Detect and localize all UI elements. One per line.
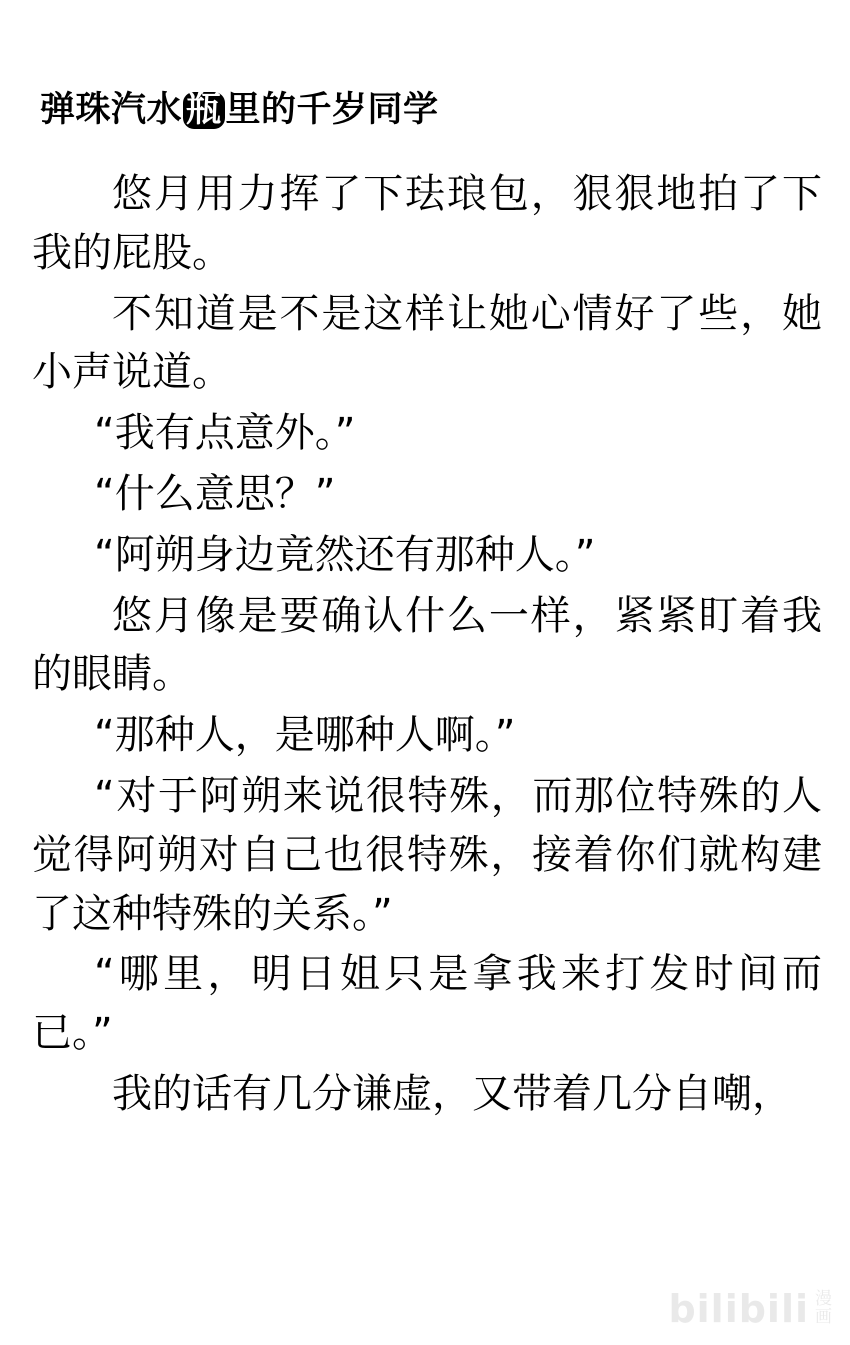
title-highlight: 瓶 (183, 92, 225, 129)
bilibili-logo: bilibili (668, 1287, 809, 1331)
watermark-cn-line1: 漫 (815, 1289, 832, 1310)
paragraph: 悠月像是要确认什么一样，紧紧盯着我的眼睛。 (32, 592, 822, 698)
paragraph: “对于阿朔来说很特殊，而那位特殊的人觉得阿朔对自己也很特殊，接着你们就构建了这种特殊的关系。” (32, 772, 822, 937)
paragraph: 我的话有几分谦虚，又带着几分自嘲， (112, 1070, 792, 1117)
paragraph: “那种人，是哪种人啊。” (94, 712, 516, 759)
paragraph: “阿朔身边竟然还有那种人。” (94, 531, 596, 578)
paragraph: “哪里，明日姐只是拿我来打发时间而已。” (32, 951, 822, 1057)
watermark-cn-label (815, 1291, 832, 1327)
story-body (32, 165, 822, 1126)
title-suffix: 里的千岁同学 (225, 90, 439, 129)
paragraph: 悠月用力挥了下珐琅包，狠狠地拍了下我的屁股。 (32, 171, 822, 276)
watermark-cn-line2: 画 (815, 1307, 832, 1327)
paragraph: “什么意思？” (94, 470, 336, 517)
paragraph: 不知道是不是这样让她心情好了些，她小声说道。 (32, 290, 822, 396)
title-prefix: 弹珠汽水 (40, 90, 183, 129)
bilibili-watermark (668, 1287, 832, 1331)
paragraph: “我有点意外。” (94, 410, 356, 457)
page-title (40, 82, 439, 132)
